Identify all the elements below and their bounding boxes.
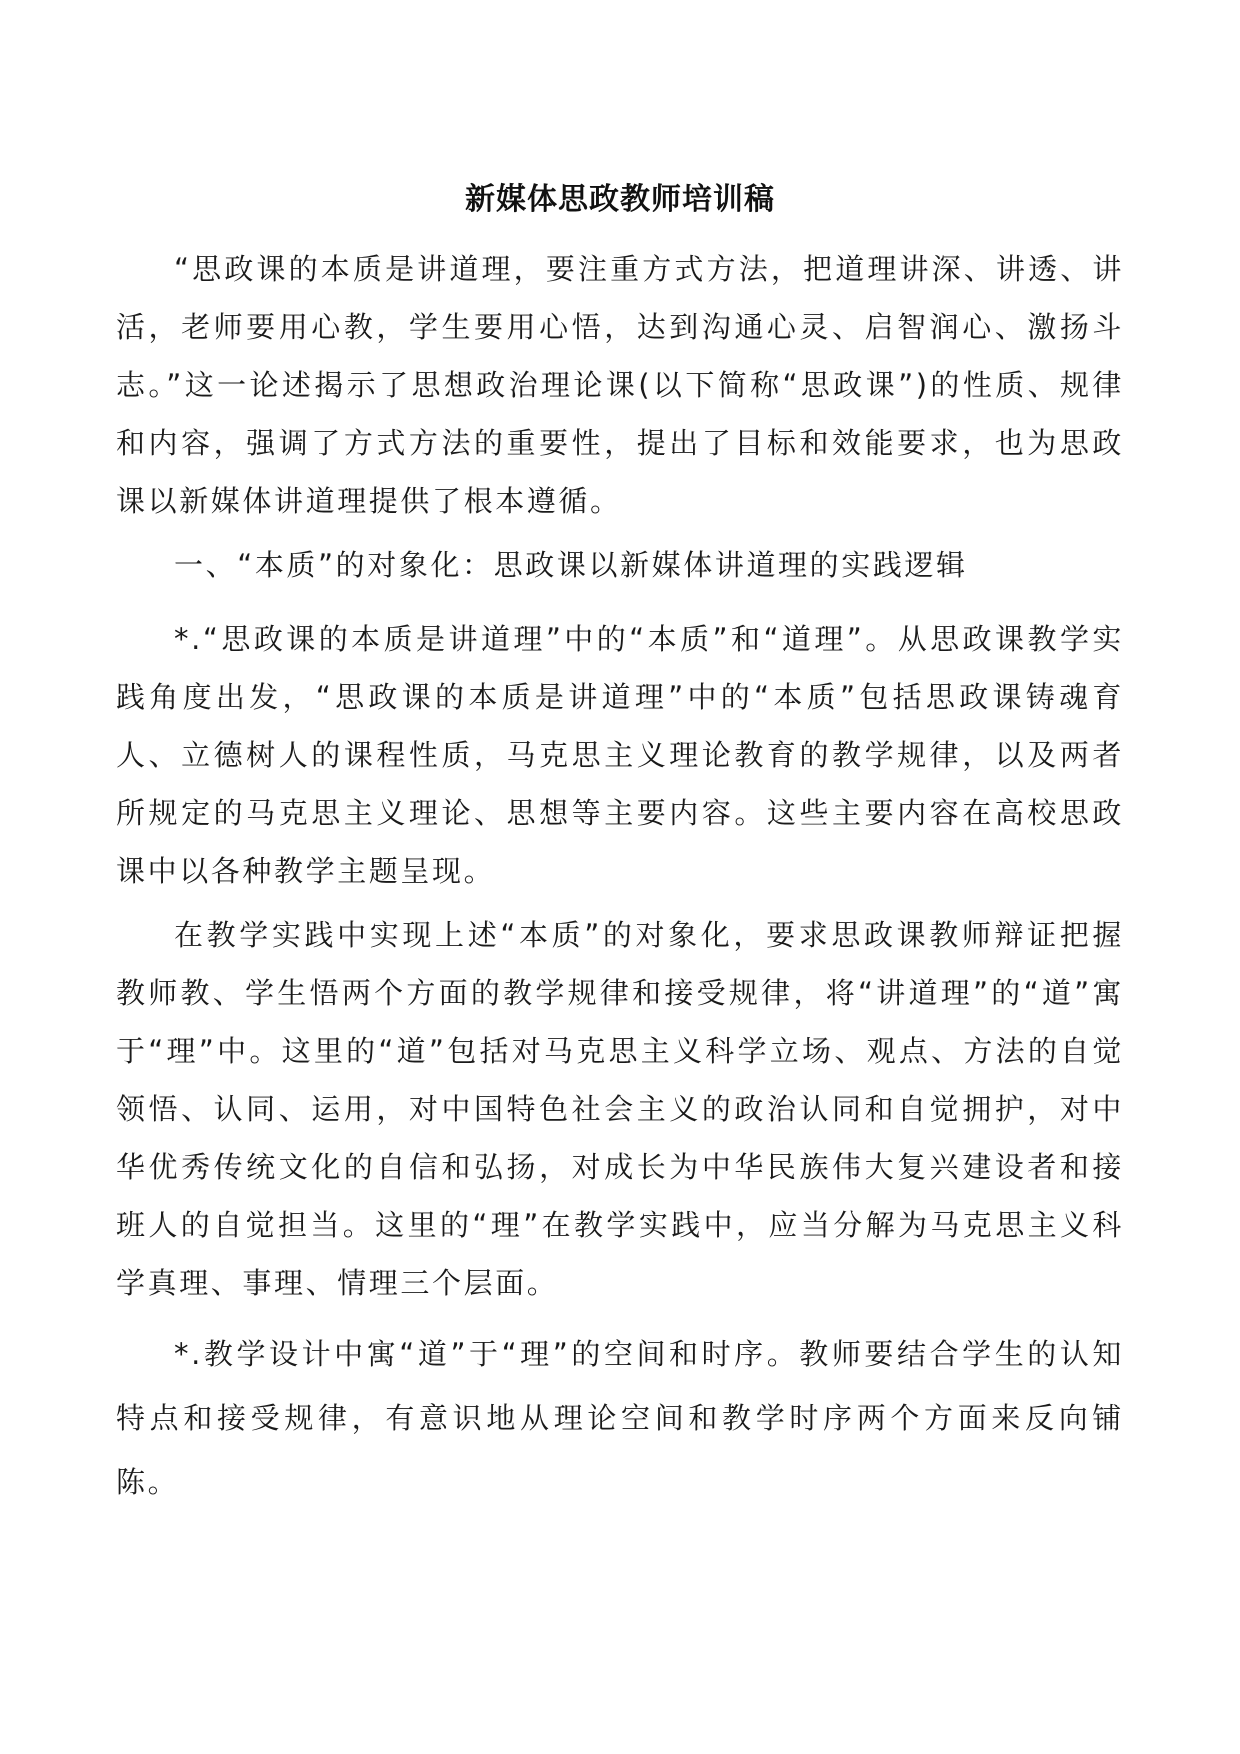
- paragraph-essence-and-reason: *.“思政课的本质是讲道理”中的“本质”和“道理”。从思政课教学实践角度出发，“思政课的本质是讲道理”中的“本质”包括思政课铸魂育人、立德树人的课程性质，马克思主义理论教育的教学规律，以及两者所规定的马克思主义理论、思想等主要内容。这些主要内容在高校思政课中以各种教学主题呈现。: [116, 622, 1124, 888]
- paragraph-teaching-design: *.教学设计中寓“道”于“理”的空间和时序。教师要结合学生的认知特点和接受规律，有意识地从理论空间和教学时序两个方面来反向铺陈。: [116, 1337, 1124, 1499]
- document-title: 新媒体思政教师培训稿: [465, 182, 775, 217]
- paragraph-objectification: 在教学实践中实现上述“本质”的对象化，要求思政课教师辩证把握教师教、学生悟两个方面的教学规律和接受规律，将“讲道理”的“道”寓于“理”中。这里的“道”包括对马克思主义科学立场、观点、方法的自觉领悟、认同、运用，对中国特色社会主义的政治认同和自觉拥护，对中华优秀传统文化的自信和弘扬，对成长为中华民族伟大复兴建设者和接班人的自觉担当。这里的“理”在教学实践中，应当分解为马克思主义科学真理、事理、情理三个层面。: [116, 918, 1124, 1300]
- section-heading-1: 一、“本质”的对象化：思政课以新媒体讲道理的实践逻辑: [174, 548, 968, 582]
- paragraph-intro: “思政课的本质是讲道理，要注重方式方法，把道理讲深、讲透、讲活，老师要用心教，学生要用心悟，达到沟通心灵、启智润心、激扬斗志。”这一论述揭示了思想政治理论课(以下简称“思政课”)的性质、规律和内容，强调了方式方法的重要性，提出了目标和效能要求，也为思政课以新媒体讲道理提供了根本遵循。: [116, 252, 1124, 518]
